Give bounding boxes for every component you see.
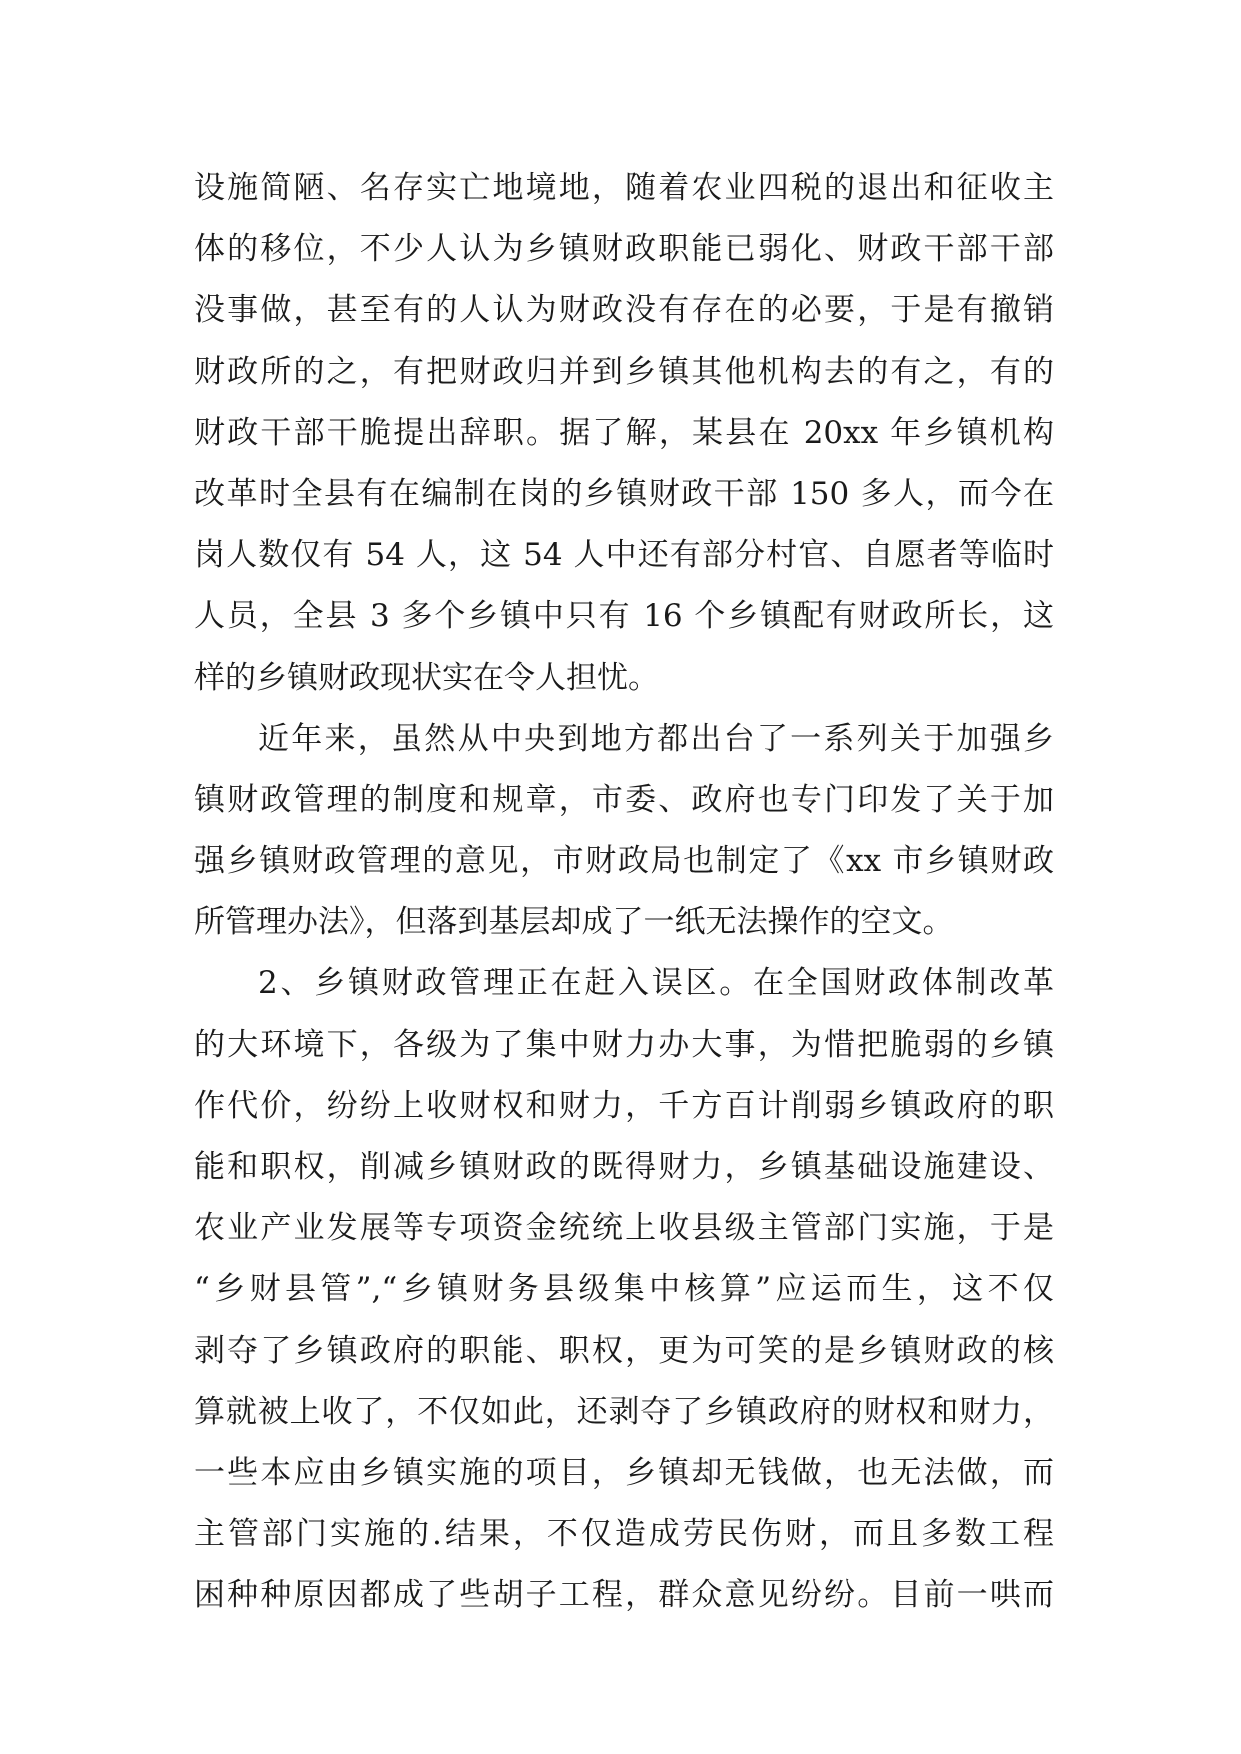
text-line: 一些本应由乡镇实施的项目，乡镇却无钱做，也无法做，而: [194, 1454, 1054, 1491]
text-line: 设施简陋、名存实亡地境地，随着农业四税的退出和征收主: [194, 170, 1054, 206]
text-line: 镇财政管理的制度和规章，市委、政府也专门印发了关于加: [194, 781, 1054, 818]
text-line: 样的乡镇财政现状实在令人担忧。: [194, 659, 659, 696]
text-line: 财政干部干脆提出辞职。据了解，某县在 20xx 年乡镇机构: [194, 414, 1054, 451]
text-line: 改革时全县有在编制在岗的乡镇财政干部 150 多人，而今在: [194, 475, 1054, 512]
text-line: 能和职权，削减乡镇财政的既得财力，乡镇基础设施建设、: [194, 1149, 1054, 1185]
text-line: 困种种原因都成了些胡子工程，群众意见纷纷。目前一哄而: [194, 1577, 1054, 1614]
text-line: 剥夺了乡镇政府的职能、职权，更为可笑的是乡镇财政的核: [194, 1332, 1054, 1369]
text-line: 岗人数仅有 54 人，这 54 人中还有部分村官、自愿者等临时: [194, 537, 1054, 574]
text-line: 没事做，甚至有的人认为财政没有存在的必要，于是有撤销: [194, 292, 1054, 329]
text-line: 农业产业发展等专项资金统统上收县级主管部门实施，于是: [194, 1210, 1054, 1247]
text-line: 强乡镇财政管理的意见，市财政局也制定了《xx 市乡镇财政: [194, 843, 1054, 880]
text-line: “乡财县管”,“乡镇财务县级集中核算”应运而生，这不仅: [194, 1271, 1054, 1308]
text-line: 人员，全县 3 多个乡镇中只有 16 个乡镇配有财政所长，这: [194, 598, 1054, 635]
text-line: 作代价，纷纷上收财权和财力，千方百计削弱乡镇政府的职: [194, 1087, 1054, 1124]
text-line: 所管理办法》，但落到基层却成了一纸无法操作的空文。: [194, 904, 954, 941]
text-line: 算就被上收了，不仅如此，还剥夺了乡镇政府的财权和财力，: [194, 1393, 1054, 1430]
text-line: 主管部门实施的.结果，不仅造成劳民伤财，而且多数工程: [194, 1516, 1054, 1553]
text-line: 的大环境下，各级为了集中财力办大事，为惜把脆弱的乡镇: [194, 1026, 1054, 1063]
text-line: 财政所的之，有把财政归并到乡镇其他机构去的有之，有的: [194, 353, 1054, 390]
text-line: 体的移位，不少人认为乡镇财政职能已弱化、财政干部干部: [194, 231, 1054, 268]
paragraph-first-line: 近年来，虽然从中央到地方都出台了一系列关于加强乡: [258, 720, 1054, 757]
paragraph-first-line: 2、乡镇财政管理正在赶入误区。在全国财政体制改革: [258, 965, 1054, 1002]
body-text: [194, 158, 1054, 1627]
